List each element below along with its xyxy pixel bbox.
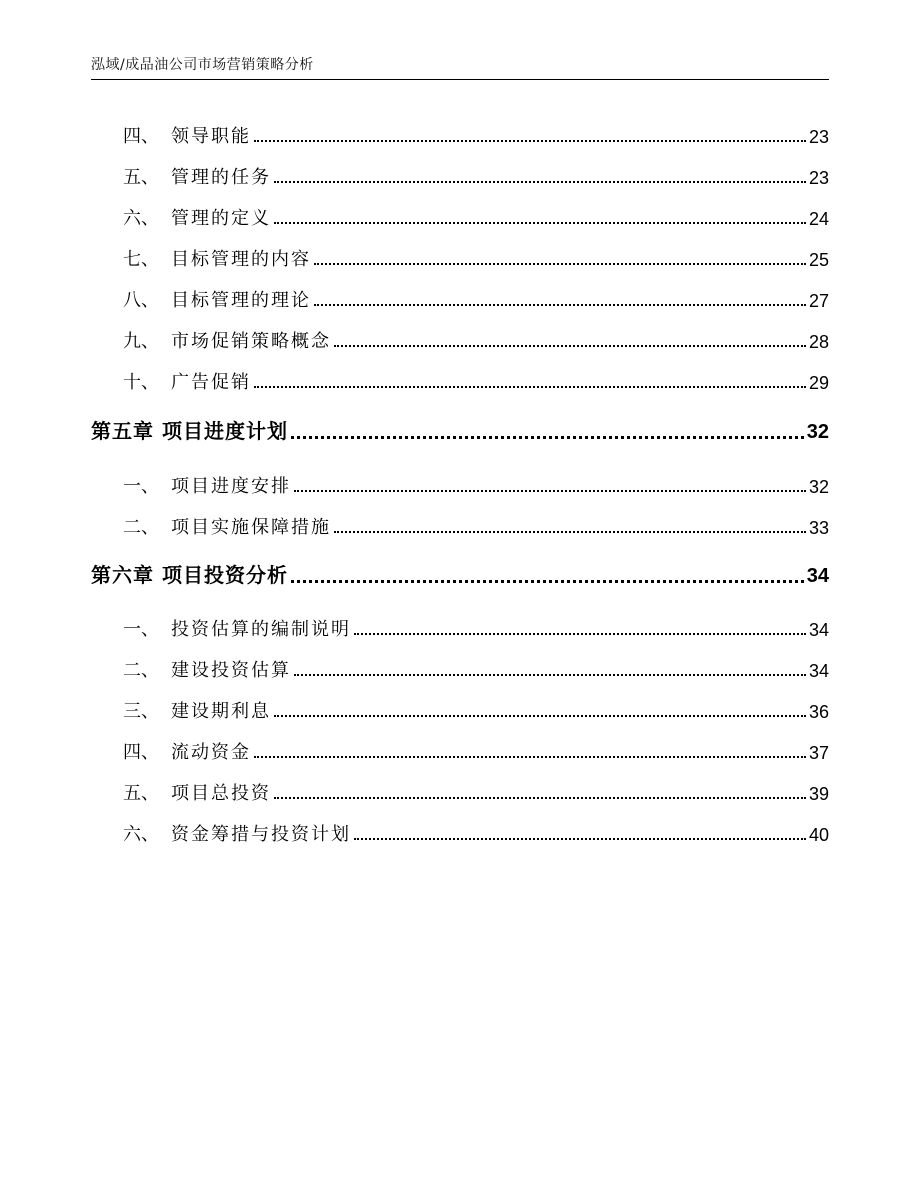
toc-entry-page: 24 [808, 209, 829, 229]
toc-entry-title: 市场促销策略概念 [171, 331, 331, 352]
toc-dot-leader [294, 490, 806, 492]
toc-entry[interactable] [91, 245, 829, 271]
toc-entry-number: 二、 [123, 660, 159, 681]
toc-entry-number: 五、 [123, 783, 159, 804]
toc-entry-page: 39 [808, 784, 829, 804]
toc-entry[interactable] [91, 122, 829, 148]
toc-entry-title: 建设期利息 [171, 701, 271, 722]
toc-entry[interactable] [91, 738, 829, 764]
toc-chapter-page: 34 [806, 565, 829, 587]
toc-entry[interactable] [91, 656, 829, 682]
toc-entry-title: 项目总投资 [171, 783, 271, 804]
toc-entry[interactable] [91, 163, 829, 189]
toc-chapter-page: 32 [806, 421, 829, 443]
toc-dot-leader [274, 715, 806, 717]
toc-entry[interactable] [91, 820, 829, 846]
toc-entry-page: 25 [808, 250, 829, 270]
toc-entry-page: 28 [808, 332, 829, 352]
toc-entry[interactable] [91, 204, 829, 230]
toc-dot-leader [254, 386, 806, 388]
toc-entry-title: 目标管理的内容 [171, 249, 311, 270]
toc-entry[interactable] [91, 286, 829, 312]
toc-entry-page: 23 [808, 168, 829, 188]
toc-dot-leader [314, 304, 806, 306]
toc-entry[interactable] [91, 779, 829, 805]
toc-entry-title: 项目实施保障措施 [171, 517, 331, 538]
toc-entry[interactable] [91, 513, 829, 539]
toc-entry-page: 40 [808, 825, 829, 845]
toc-entry-number: 五、 [123, 167, 159, 188]
toc-entry-page: 33 [808, 518, 829, 538]
toc-dot-leader [334, 345, 806, 347]
toc-dot-leader [254, 140, 806, 142]
toc-entry-page: 37 [808, 743, 829, 763]
toc-entry-page: 27 [808, 291, 829, 311]
toc-entry-number: 三、 [123, 701, 159, 722]
toc-entry-number: 二、 [123, 517, 159, 538]
toc-entry-page: 29 [808, 373, 829, 393]
toc-entry-number: 四、 [123, 126, 159, 147]
toc-entry-page: 34 [808, 620, 829, 640]
toc-dot-leader [291, 580, 804, 583]
toc-dot-leader [274, 181, 806, 183]
toc-entry-number: 七、 [123, 249, 159, 270]
toc-entry-title: 领导职能 [171, 126, 251, 147]
toc-entry-number: 十、 [123, 372, 159, 393]
toc-entry-number: 八、 [123, 290, 159, 311]
toc-entry-number: 六、 [123, 824, 159, 845]
toc-chapter-title: 第六章 项目投资分析 [91, 563, 288, 587]
header-divider [91, 79, 829, 80]
toc-entry-number: 九、 [123, 331, 159, 352]
toc-entry-title: 目标管理的理论 [171, 290, 311, 311]
toc-dot-leader [274, 797, 806, 799]
toc-entry-title: 投资估算的编制说明 [171, 619, 351, 640]
toc-entry-page: 23 [808, 127, 829, 147]
toc-chapter-entry[interactable] [91, 418, 829, 444]
toc-entry-title: 项目进度安排 [171, 476, 291, 497]
toc-entry-title: 广告促销 [171, 372, 251, 393]
toc-entry[interactable] [91, 327, 829, 353]
toc-entry-number: 一、 [123, 619, 159, 640]
toc-entry-number: 一、 [123, 476, 159, 497]
toc-entry-page: 32 [808, 477, 829, 497]
toc-entry-title: 管理的定义 [171, 208, 271, 229]
toc-dot-leader [254, 756, 806, 758]
toc-entry-number: 六、 [123, 208, 159, 229]
toc-entry-title: 建设投资估算 [171, 660, 291, 681]
toc-entry-title: 管理的任务 [171, 167, 271, 188]
toc-entry[interactable] [91, 472, 829, 498]
toc-entry-number: 四、 [123, 742, 159, 763]
toc-dot-leader [334, 531, 806, 533]
toc-dot-leader [294, 674, 806, 676]
toc-entry[interactable] [91, 697, 829, 723]
toc-entry-page: 34 [808, 661, 829, 681]
toc-dot-leader [354, 633, 806, 635]
toc-dot-leader [354, 838, 806, 840]
toc-dot-leader [274, 222, 806, 224]
toc-dot-leader [314, 263, 806, 265]
toc-entry-title: 资金筹措与投资计划 [171, 824, 351, 845]
running-header: 泓域/成品油公司市场营销策略分析 [91, 57, 314, 73]
toc-entry-title: 流动资金 [171, 742, 251, 763]
toc-chapter-entry[interactable] [91, 562, 829, 588]
toc-entry[interactable] [91, 368, 829, 394]
toc-entry-page: 36 [808, 702, 829, 722]
toc-dot-leader [291, 436, 804, 439]
toc-chapter-title: 第五章 项目进度计划 [91, 419, 288, 443]
toc-entry[interactable] [91, 615, 829, 641]
